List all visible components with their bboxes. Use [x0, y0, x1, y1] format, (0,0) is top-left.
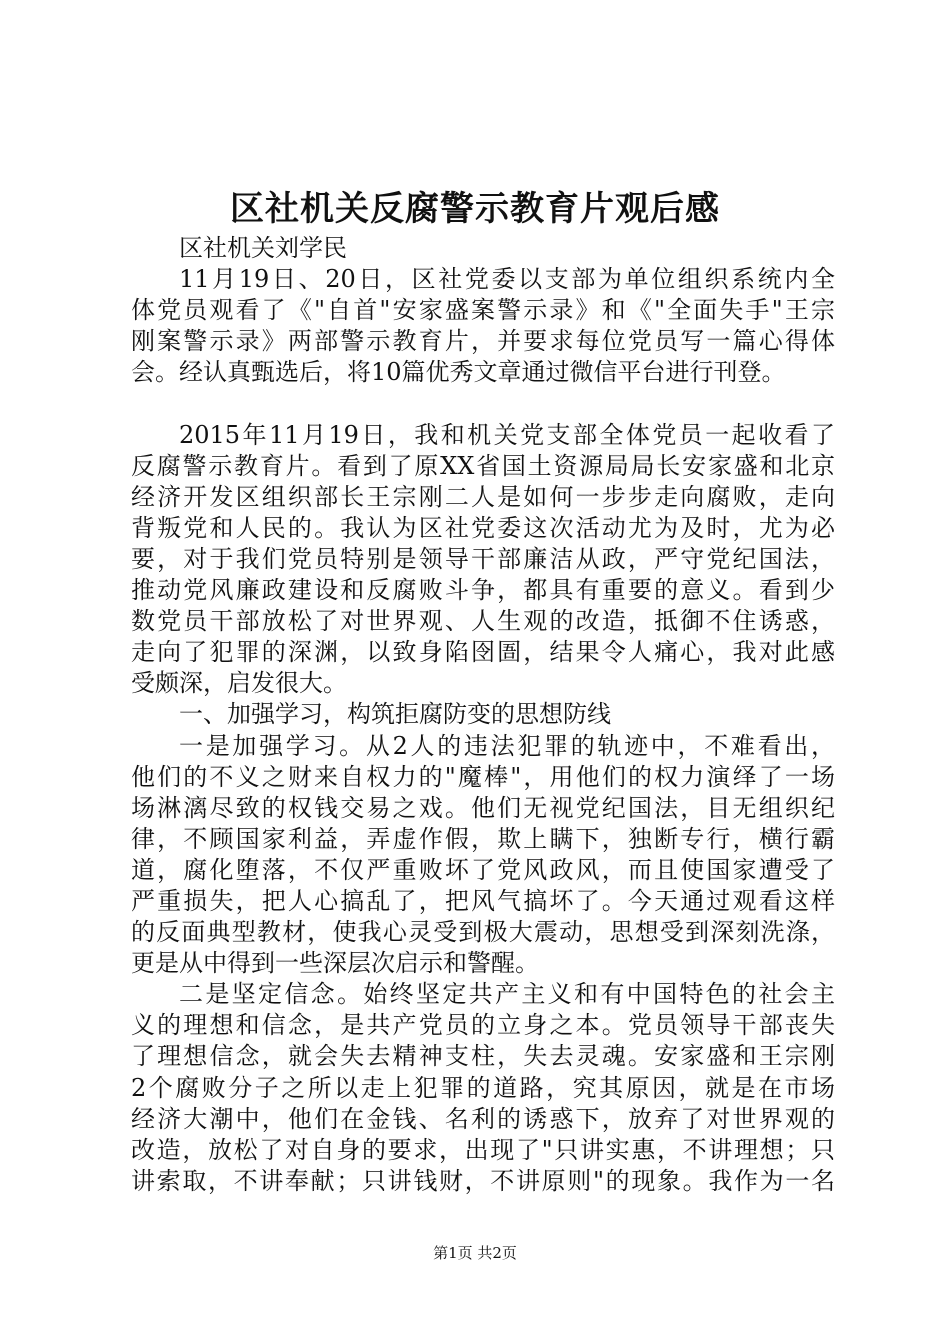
paragraph-line: 经济大潮中，他们在金钱、名利的诱惑下，放弃了对世界观的 — [131, 1104, 835, 1133]
paragraph-line: 场淋漓尽致的权钱交易之戏。他们无视党纪国法，目无组织纪 — [131, 793, 835, 822]
paragraph-line: 二是坚定信念。始终坚定共产主义和有中国特色的社会主 — [179, 980, 835, 1009]
paragraph-line: 刚案警示录》两部警示教育片，并要求每位党员写一篇心得体 — [131, 327, 835, 356]
paragraph-line: 义的理想和信念，是共产党员的立身之本。党员领导干部丧失 — [131, 1011, 835, 1040]
paragraph-line: 讲索取，不讲奉献；只讲钱财，不讲原则"的现象。我作为一名 — [131, 1166, 835, 1195]
paragraph-line: 严重损失，把人心搞乱了，把风气搞坏了。今天通过观看这样 — [131, 886, 835, 915]
paragraph-spacer — [131, 388, 835, 419]
paragraph-line: 受颇深，启发很大。 — [131, 669, 347, 698]
paragraph-line: 11月19日、20日，区社党委以支部为单位组织系统内全 — [179, 265, 835, 294]
paragraph-line: 走向了犯罪的深渊，以致身陷囹圄，结果令人痛心，我对此感 — [131, 638, 835, 667]
paragraph-line: 道，腐化堕落，不仅严重败坏了党风政风，而且使国家遭受了 — [131, 855, 835, 884]
document-title: 区社机关反腐警示教育片观后感 — [230, 189, 720, 229]
document-body — [131, 233, 835, 1197]
paragraph-line: 数党员干部放松了对世界观、人生观的改造，抵御不住诱惑， — [131, 607, 835, 636]
paragraph-line: 经济开发区组织部长王宗刚二人是如何一步步走向腐败，走向 — [131, 482, 835, 511]
author-line: 区社机关刘学民 — [179, 234, 347, 262]
paragraph-line: 了理想信念，就会失去精神支柱，失去灵魂。安家盛和王宗刚 — [131, 1042, 835, 1071]
paragraph-line: 2个腐败分子之所以走上犯罪的道路，究其原因，就是在市场 — [131, 1073, 835, 1102]
section-heading: 一、加强学习，构筑拒腐防变的思想防线 — [179, 700, 611, 729]
paragraph-line: 2015年11月19日，我和机关党支部全体党员一起收看了 — [179, 420, 835, 449]
page-number-footer: 第1页 共2页 — [433, 1244, 517, 1262]
paragraph-line: 推动党风廉政建设和反腐败斗争，都具有重要的意义。看到少 — [131, 576, 835, 605]
paragraph-line: 他们的不义之财来自权力的"魔棒"，用他们的权力演绎了一场 — [131, 762, 835, 791]
paragraph-line: 一是加强学习。从2人的违法犯罪的轨迹中，不难看出， — [179, 731, 835, 760]
paragraph-line: 背叛党和人民的。我认为区社党委这次活动尤为及时，尤为必 — [131, 513, 835, 542]
paragraph-line: 体党员观看了《"自首"安家盛案警示录》和《"全面失手"王宗 — [131, 296, 835, 325]
paragraph-line: 改造，放松了对自身的要求，出现了"只讲实惠，不讲理想；只 — [131, 1135, 835, 1164]
paragraph-line: 律，不顾国家利益，弄虚作假，欺上瞒下，独断专行，横行霸 — [131, 824, 835, 853]
paragraph-line: 要，对于我们党员特别是领导干部廉洁从政，严守党纪国法， — [131, 544, 835, 573]
paragraph-line: 更是从中得到一些深层次启示和警醒。 — [131, 949, 539, 978]
paragraph-line: 会。经认真甄选后，将10篇优秀文章通过微信平台进行刊登。 — [131, 358, 786, 387]
paragraph-line: 的反面典型教材，使我心灵受到极大震动，思想受到深刻洗涤， — [131, 918, 835, 947]
paragraph-line: 反腐警示教育片。看到了原XX省国土资源局局长安家盛和北京 — [131, 451, 835, 480]
